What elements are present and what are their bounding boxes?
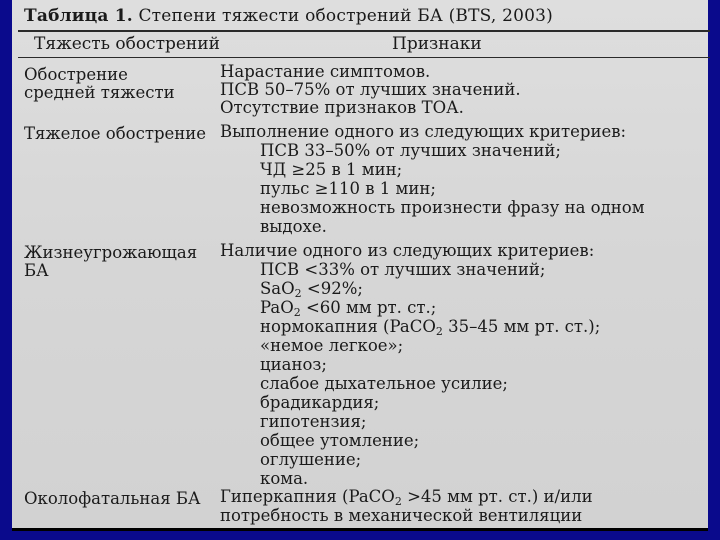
row-life-name-1: Жизнеугрожающая <box>24 243 198 262</box>
row-life-item-3 <box>260 297 436 318</box>
row-severe-intro: Выполнение одного из следующих критериев: <box>220 122 627 141</box>
row-life-intro: Наличие одного из следующих критериев: <box>220 241 595 260</box>
row-moderate-name-1: Обострение <box>24 65 128 84</box>
top-rule <box>18 30 710 32</box>
header-severity: Тяжесть обострений <box>34 34 220 54</box>
table-title <box>24 6 553 26</box>
row-life-item-6: цианоз; <box>260 355 327 374</box>
paco2-value: 35–45 мм рт. ст.); <box>442 317 601 336</box>
paco2-hyper-value: >45 мм рт. ст.) и/или <box>401 487 593 506</box>
paco2-label: нормокапния (PaCO <box>260 317 436 336</box>
row-moderate-line-3: Отсутствие признаков ТОА. <box>220 98 464 117</box>
pao2-value: <60 мм рт. ст.; <box>300 298 437 317</box>
row-severe-item-3: пульс ≥110 в 1 мин; <box>260 179 436 198</box>
header-rule <box>18 57 710 58</box>
row-life-item-12: кома. <box>260 469 309 488</box>
pao2-subscript: 2 <box>293 306 301 319</box>
row-life-item-4 <box>260 316 600 337</box>
table-number: Таблица 1. <box>24 6 133 26</box>
row-severe-item-2: ЧД ≥25 в 1 мин; <box>260 160 403 179</box>
pao2-label: PaO <box>260 298 294 317</box>
row-moderate-line-2: ПСВ 50–75% от лучших значений. <box>220 80 521 99</box>
scanned-table-page <box>12 0 708 528</box>
row-life-item-10: общее утомление; <box>260 431 420 450</box>
row-life-item-9: гипотензия; <box>260 412 367 431</box>
sao2-value: <92%; <box>301 279 363 298</box>
row-life-item-7: слабое дыхательное усилие; <box>260 374 508 393</box>
row-life-item-1: ПСВ <33% от лучших значений; <box>260 260 546 279</box>
row-severe-item-4: невозможность произнести фразу на одном <box>260 198 645 217</box>
row-moderate-name-2: средней тяжести <box>24 83 175 102</box>
row-fatal-line-1 <box>220 486 593 507</box>
paco2-hyper-subscript: 2 <box>394 495 402 508</box>
slide-frame <box>12 0 708 531</box>
row-life-item-8: брадикардия; <box>260 393 380 412</box>
row-life-item-11: оглушение; <box>260 450 362 469</box>
row-life-name-2: БА <box>24 261 49 280</box>
row-fatal-name: Околофатальная БА <box>24 489 201 508</box>
paco2-subscript: 2 <box>435 325 443 338</box>
header-signs: Признаки <box>392 34 482 54</box>
row-life-item-5: «немое легкое»; <box>260 336 404 355</box>
sao2-subscript: 2 <box>294 287 302 300</box>
table-caption: Степени тяжести обострений БА (BTS, 2003) <box>132 6 554 26</box>
row-severe-item-5: выдохе. <box>260 217 327 236</box>
row-life-item-2 <box>260 278 363 299</box>
sao2-label: SaO <box>260 279 295 298</box>
row-moderate-line-1: Нарастание симптомов. <box>220 62 431 81</box>
row-severe-item-1: ПСВ 33–50% от лучших значений; <box>260 141 561 160</box>
paco2-hyper-label: Гиперкапния (PaCO <box>220 487 395 506</box>
row-fatal-line-2: потребность в механической вентиляции <box>220 506 583 525</box>
row-severe-name: Тяжелое обострение <box>24 124 207 143</box>
